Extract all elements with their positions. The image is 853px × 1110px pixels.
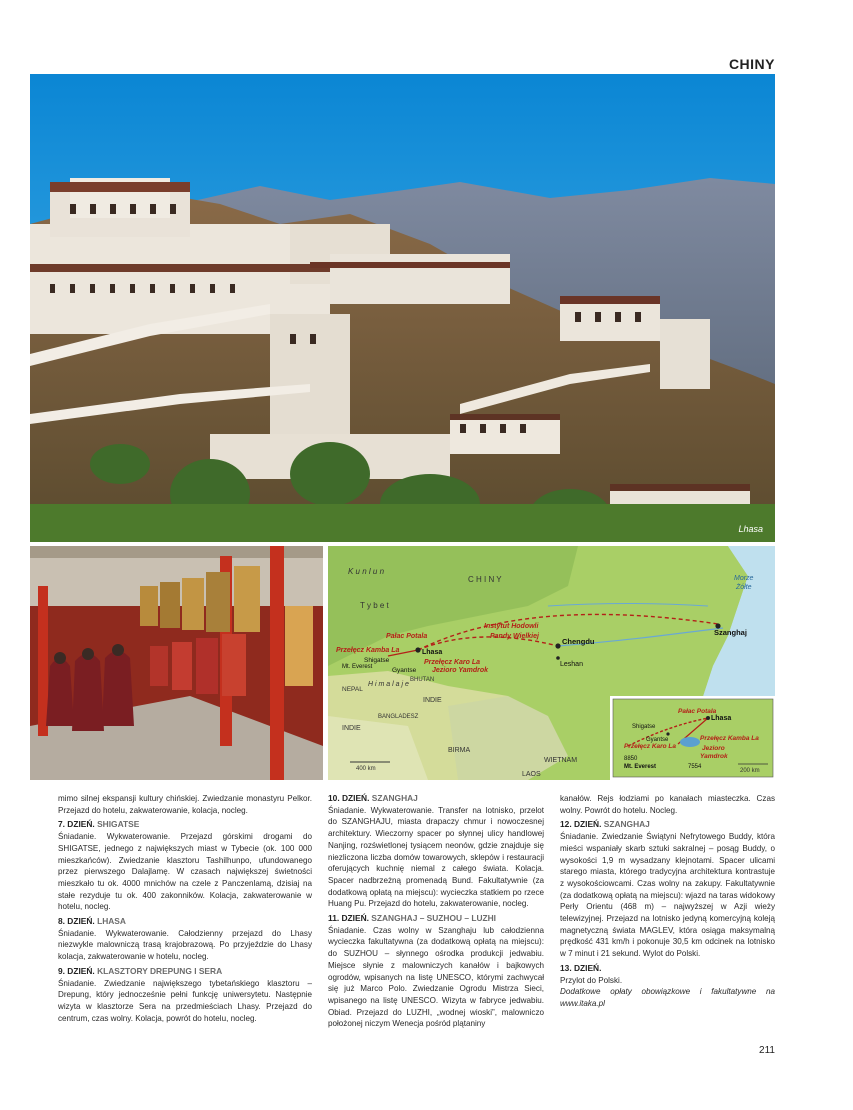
- day-13-heading: 13. DZIEŃ.: [560, 962, 602, 973]
- map-label-chengdu: Chengdu: [562, 637, 595, 646]
- day-9-text: Śniadanie. Zwiedzanie największego tybetańskiego klasztoru – Drepung, który jednocześnie pełni funkcję uniwersytetu. Następnie wizyta w klasztorze Sera na przedmieściach Lhasy. Przejazd do centrum, czas wolny. Kolacja, powrót do hotelu, nocleg.: [58, 978, 312, 1023]
- map-label-jezioro: Jezioro Yamdrok: [432, 667, 489, 674]
- day-11-heading: 11. DZIEŃ. SZANGHAJ – SUZHOU – LUZHI: [328, 913, 497, 924]
- map-label-szanghaj: Szanghaj: [714, 628, 747, 637]
- map-label-wietnam: WIETNAM: [544, 757, 578, 764]
- day-8-text: Śniadanie. Wykwaterowanie. Całodzienny przejazd do Lhasy niezwykle malowniczą trasą krajobrazową. Po przyjeździe do Lhasy kolacja, zakwaterowanie w hotelu, nocleg.: [58, 928, 312, 962]
- inset-label-yamdrok: Yamdrok: [700, 753, 728, 760]
- map-label-indie-1: INDIE: [423, 697, 442, 704]
- map-label-gyantse: Gyantse: [392, 667, 417, 674]
- map-label-instytut: Instytut Hodowli: [484, 623, 539, 630]
- map-label-shigatse: Shigatse: [364, 657, 390, 664]
- day-12-text: Śniadanie. Zwiedzanie Świątyni Nefrytowego Buddy, która mieści wspaniały skarb sztuki sakralnej – posąg Buddy, o wysokości 1,9 m wysadzany klejnotami. Spacer ulicami starego miasta, którego tradycyjna architektura kontrastuje z wysokościowcami. Czas wolny na zakupy. Fakultatywnie (za dodatkową opłatą na miejscu): wjazd na taras widokowy Perły Orientu (468 m) – najwyższej w Azji wieży telewizyjnej. Przejazd na lotnisko jedyną komercyjną koleją magnetyczną świata MAGLEV, która osiąga maksymalną prędkość 431 km/h i pokonuje 30,5 km odcinek na lotnisko w 7 minut i 21 sekund. Wylot do Polski.: [560, 832, 775, 959]
- map-scale: 400 km: [356, 766, 376, 772]
- day-7-text: Śniadanie. Wykwaterowanie. Przejazd górskimi drogami do SHIGATSE, jednego z największych miast w Tybecie (ok. 100 000 mieszkańców). Zwiedzanie klasztoru Tashilhunpo, ufundowanego przez pierwszego Dalajlamę. W czasach największej świetności mieszkało tu ok. 4000 mnichów na czele z Panczenlamą, dzisiaj na stałe rezyduje tu ok. 400 zakonników. Kolacja, zakwaterowanie w hotelu, nocleg.: [58, 832, 312, 912]
- inset-label-lhasa: Lhasa: [711, 715, 732, 722]
- inset-label-shigatse: Shigatse: [632, 724, 656, 730]
- inset-label-gyantse: Gyantse: [646, 737, 669, 743]
- inset-label-jezioro: Jezioro: [702, 745, 725, 752]
- route-map: [328, 546, 775, 780]
- fees-note: Dodatkowe opłaty obowiązkowe i fakultatywne na www.itaka.pl: [560, 987, 775, 1008]
- map-label-lhasa: Lhasa: [422, 649, 443, 656]
- text-column-3: [560, 793, 775, 1010]
- potala-palace-photo: [30, 74, 775, 542]
- country-header: CHINY: [728, 56, 775, 72]
- inset-label-everest: Mt. Everest: [624, 764, 657, 770]
- inset-scale: 200 km: [740, 768, 760, 774]
- map-label-nepal: NEPAL: [342, 686, 363, 693]
- inset-label-przelecz-karo: Przełęcz Karo La: [624, 743, 677, 750]
- map-label-tybet: T y b e t: [360, 601, 389, 610]
- map-label-przelecz-karo: Przełęcz Karo La: [424, 659, 481, 666]
- day-7-heading: 7. DZIEŃ. SHIGATSE: [58, 819, 140, 830]
- text-column-1: [58, 793, 312, 1024]
- inset-label-palac: Pałac Potala: [678, 708, 717, 715]
- map-label-pandy: Pandy Wielkiej: [490, 633, 539, 640]
- prayer-wheels-photo: [30, 546, 323, 780]
- map-label-birma: BIRMA: [448, 747, 471, 754]
- text-column-2: [328, 793, 544, 1030]
- day-8-heading: 8. DZIEŃ. LHASA: [58, 916, 126, 927]
- day-10-text: Śniadanie. Wykwaterowanie. Transfer na lotnisko, przelot do SZANGHAJU, miasta drapaczy chmur i nowoczesnej architektury. Wieczorny spacer po słynnej ulicy handlowej Nanjing, rozświetlonej tysiącem neonów, gdzie znajduje się niezliczona liczba domów towarowych, sklepów i restauracji oferujących kuchnię niemal z całego świata. Kolacja. Spacer nadbrzeżną promenadą Bund. Fakultatywnie (za dodatkową opłatą na miejscu): wycieczka statkiem po rzece Huang Pu. Przejazd do hotelu, zakwaterowanie, nocleg.: [328, 805, 544, 909]
- map-label-laos: LAOS: [522, 771, 541, 778]
- intro-paragraph: mimo silnej ekspansji kultury chińskiej. Zwiedzanie monastyru Pelkor. Przejazd do hotelu, zakwaterowanie, kolacja, nocleg.: [58, 794, 312, 815]
- map-label-bangladesz: BANGLADESZ: [378, 714, 419, 720]
- day-13-text: Przylot do Polski.: [560, 975, 623, 985]
- day-11-text: Śniadanie. Czas wolny w Szanghaju lub całodzienna wycieczka fakultatywna (za dodatkową opłatą na miejscu): do SUZHOU – słynnego ośrodka produkcji jedwabiu. Miejsce słynie z malowniczych kanałów i bajkowych ogrodów, wpisanych na listę UNESCO, którymi zachwycał się już Marco Polo. Zwiedzanie Ogrodu Mistrza Sieci, wpisanego na listę UNESCO. Wizyta w fabryce jedwabiu. Obiad. Przejazd do LUZHI, „wodnej wioski”, malowniczo położonej niczym Wenecja pośród plątaniny: [328, 925, 544, 1029]
- map-label-kunlun: K u n l u n: [348, 567, 385, 576]
- map-label-himalaje: H i m a l a j e: [368, 681, 409, 688]
- day-9-heading: 9. DZIEŃ. KLASZTORY DREPUNG I SERA: [58, 965, 223, 976]
- inset-label-elevation-1: 8850: [624, 756, 638, 762]
- map-label-bhutan: BHUTAN: [410, 677, 435, 683]
- intro-paragraph: kanałów. Rejs łodziami po kanałach miasteczka. Czas wolny. Powrót do hotelu. Nocleg.: [560, 794, 775, 815]
- map-label-indie-2: INDIE: [342, 725, 361, 732]
- map-label-przelecz-kamba: Przełęcz Kamba La: [336, 647, 400, 654]
- inset-map: [610, 696, 775, 780]
- map-label-morze: Morze: [734, 575, 754, 582]
- photo-caption: Lhasa: [738, 524, 763, 534]
- map-label-zolte: Żółte: [736, 584, 752, 591]
- inset-label-przelecz-kamba: Przełęcz Kamba La: [700, 735, 759, 742]
- page-number: 211: [759, 1045, 775, 1056]
- map-label-palac: Pałac Potala: [386, 633, 428, 640]
- day-12-heading: 12. DZIEŃ. SZANGHAJ: [560, 819, 650, 830]
- map-label-mt-everest: Mt. Everest: [342, 664, 373, 670]
- day-10-heading: 10. DZIEŃ. SZANGHAJ: [328, 793, 418, 803]
- inset-label-elevation-2: 7554: [688, 764, 702, 770]
- map-label-leshan: Leshan: [560, 661, 583, 668]
- map-label-chiny: C H I N Y: [468, 575, 502, 584]
